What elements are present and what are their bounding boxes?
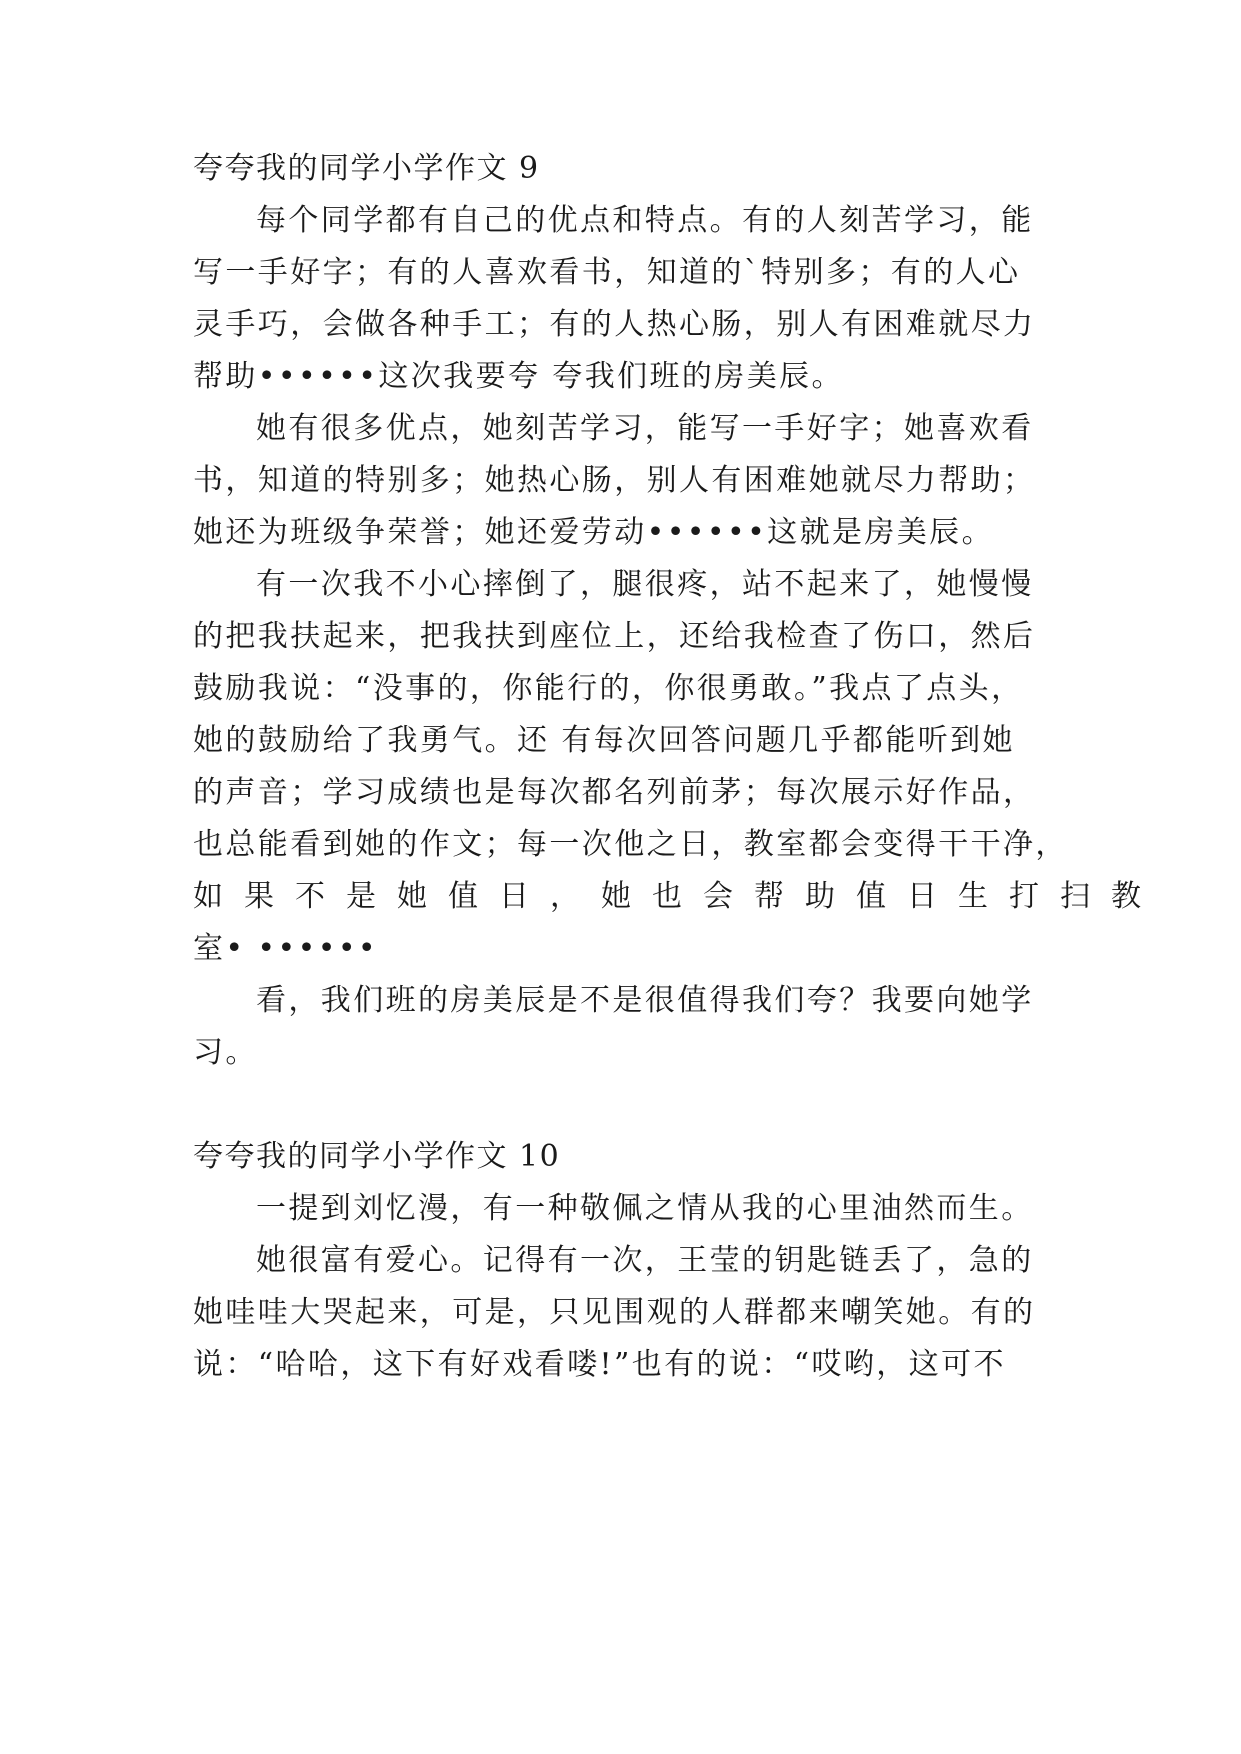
essay-9-line-11: 她的鼓励给了我勇气。还 有每次回答问题几乎都能听到她 (193, 723, 1015, 758)
essay-9-line-3: 灵手巧，会做各种手工；有的人热心肠，别人有困难就尽力 (193, 307, 1036, 342)
essay-10-line-3: 她哇哇大哭起来，可是，只见围观的人群都来嘲笑她。有的 (193, 1295, 1036, 1330)
essay-9-title: 夸夸我的同学小学作文 9 (193, 151, 540, 186)
essay-10-title: 夸夸我的同学小学作文 10 (193, 1139, 561, 1174)
essay-9-line-1: 每个同学都有自己的优点和特点。有的人刻苦学习，能 (256, 203, 1034, 238)
essay-9-line-10: 鼓励我说：“没事的，你能行的，你很勇敢。”我点了点头， (193, 671, 1024, 706)
essay-9-line-4: 帮助••••••这次我要夸 夸我们班的房美辰。 (193, 359, 844, 394)
essay-9-line-5: 她有很多优点，她刻苦学习，能写一手好字；她喜欢看 (256, 411, 1034, 446)
essay-9-line-7: 她还为班级争荣誉；她还爱劳动••••••这就是房美辰。 (193, 515, 994, 550)
essay-9-line-14: 如果不是她值日，她也会帮助值日生打扫教 (193, 879, 1162, 914)
essay-9-line-2: 写一手好字；有的人喜欢看书，知道的`特别多；有的人心 (193, 255, 1021, 290)
essay-9-line-6: 书，知道的特别多；她热心肠，别人有困难她就尽力帮助； (193, 463, 1036, 498)
essay-9-line-8: 有一次我不小心摔倒了，腿很疼，站不起来了，她慢慢 (256, 567, 1034, 602)
essay-9-line-9: 的把我扶起来，把我扶到座位上，还给我检查了伤口，然后 (193, 619, 1036, 654)
essay-9-line-15: 室• •••••• (193, 931, 379, 966)
essay-9-line-12: 的声音；学习成绩也是每次都名列前茅；每次展示好作品， (193, 775, 1036, 810)
essay-10-line-2: 她很富有爱心。记得有一次，王莹的钥匙链丢了，急的 (256, 1243, 1034, 1278)
essay-10-line-1: 一提到刘忆漫，有一种敬佩之情从我的心里油然而生。 (256, 1191, 1034, 1226)
essay-9-line-13: 也总能看到她的作文；每一次他之日，教室都会变得干干净， (193, 827, 1068, 862)
essay-9-line-17: 习。 (193, 1035, 258, 1070)
essay-10-line-4: 说：“哈哈，这下有好戏看喽!”也有的说：“哎哟，这可不 (193, 1347, 1006, 1382)
essay-9-line-16: 看，我们班的房美辰是不是很值得我们夸？我要向她学 (256, 983, 1034, 1018)
